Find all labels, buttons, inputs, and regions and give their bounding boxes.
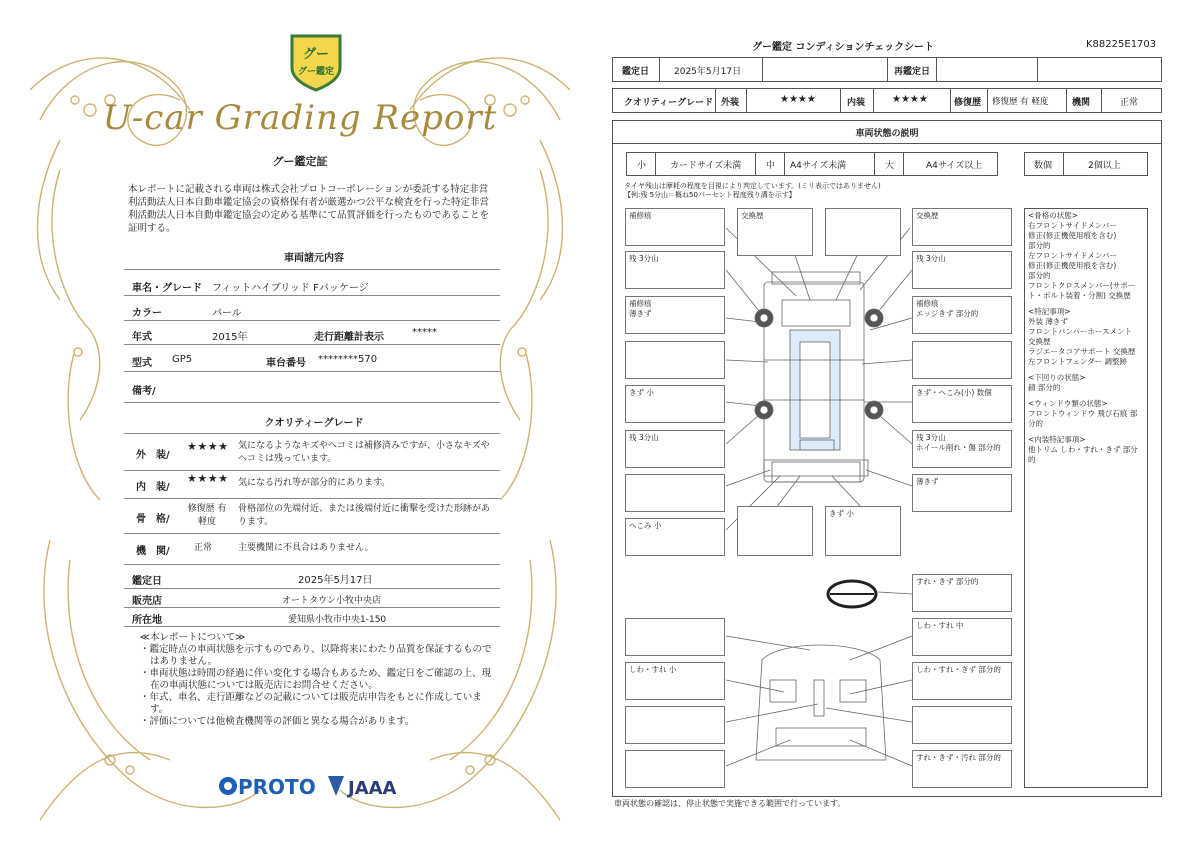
divider <box>124 344 500 345</box>
desc-heading: 車両状態の説明 <box>855 129 919 139</box>
divider <box>124 320 500 321</box>
grade-label: クオリティーグレード <box>624 98 714 108</box>
chassis-label: 車台番号 <box>266 358 306 369</box>
note-line: 左フロントサイドメンバー <box>1028 251 1117 260</box>
interior-label: 内 装/ <box>136 482 170 493</box>
script-title: U-car Grading Report <box>102 98 498 138</box>
remarks-label: 備考/ <box>132 386 156 397</box>
size-count: 数個 <box>1034 161 1053 171</box>
note-line: 他トリム しわ・すれ・きず 部分的 <box>1028 445 1138 464</box>
divider <box>124 470 500 471</box>
damage-box <box>825 208 901 256</box>
condition-check-sheet <box>600 0 1200 848</box>
goo-appraisal-badge <box>286 30 346 92</box>
interior-box: しわ・すれ 小 <box>625 662 725 700</box>
date-value: 2025年5月17日 <box>674 67 742 77</box>
frame-desc: 骨格部位の先端付近、または後端付近に衝撃を受けた形跡があります。 <box>238 504 491 527</box>
note-item: ・車両状態は時間の経過に伴い変化する場合もあるため、鑑定日をご確認の上、現在の車両状態については販売店にお問合せください。 <box>140 668 492 691</box>
appraisal-date-value: 2025年5月17日 <box>298 575 373 586</box>
note-line: フロントクロスメンバー(サポート・ボルト装着・分割) 交換歴 <box>1028 281 1136 300</box>
note-line: 右フロントサイドメンバー <box>1028 221 1117 230</box>
tire-example: 【例:残 5分山＝概ね50パーセント程度残り溝を示す】 <box>624 191 796 199</box>
address-value: 愛知県小牧市中央1-150 <box>288 615 387 625</box>
int-stars: ★★★★ <box>892 94 928 105</box>
note-line: 交換歴 <box>1028 337 1051 346</box>
interior-box <box>625 750 725 788</box>
damage-box: 補修痕 薄きず <box>625 296 725 334</box>
certificate-intro: 本レポートに記載される車両は株式会社プロトコーポレーションが委託する特定非営利活動法人日本自動車鑑定協会の資格保有者が厳選かつ公平な検査を行った特定非営利活動法人日本自動車鑑定協会の定める基準にて品質評価を行ったものであることを証明する。 <box>128 184 490 234</box>
interior-box: すれ・きず 部分的 <box>912 574 1012 612</box>
note-line: 部分的 <box>1028 271 1051 280</box>
interior-box: しわ・すれ・きず 部分的 <box>912 662 1012 700</box>
exterior-stars: ★★★★ <box>187 440 229 453</box>
appraisal-date-label: 鑑定日 <box>132 576 162 587</box>
note-line: <下回りの状態> <box>1028 373 1086 382</box>
model-value: GP5 <box>172 354 193 365</box>
interior-box <box>912 706 1012 744</box>
note-line: 修正(修正機使用痕を含む) <box>1028 231 1117 240</box>
frame-label: 骨 格/ <box>136 514 170 525</box>
note-line: フロントバンパーホースメント <box>1028 327 1132 336</box>
size-medium-desc: A4サイズ未満 <box>790 161 847 171</box>
svg-text:グー: グー <box>302 47 330 62</box>
note-line: <ウィンドウ類の状態> <box>1028 399 1108 408</box>
note-line: <特記事項> <box>1028 307 1071 316</box>
divider <box>124 371 500 372</box>
exterior-desc: 気になるようなキズやヘコミは補修済みですが、小さなキズやヘコミは残っています。 <box>238 441 490 464</box>
damage-box: 薄きず <box>912 474 1012 512</box>
interior-box <box>625 618 725 656</box>
car-name-label: 車名・グレード <box>132 283 202 294</box>
dealer-value: オートタウン小牧中央店 <box>282 596 382 606</box>
size-small: 小 <box>637 161 647 171</box>
ext-stars: ★★★★ <box>780 94 816 105</box>
divider <box>124 564 500 565</box>
year-label: 年式 <box>132 332 152 343</box>
notes-title: ≪本レポートについて≫ <box>140 632 246 643</box>
divider <box>124 498 500 499</box>
interior-box <box>625 706 725 744</box>
note-item: ・評価については他検査機関等の評価と異なる場合があります。 <box>140 716 415 727</box>
engine-label: 機関 <box>1072 98 1091 108</box>
note-item: ・鑑定時点の車両状態を示すものであり、以降将来にわたり品質を保証するものではありません。 <box>140 644 492 667</box>
note-line: 部分的 <box>1028 241 1051 250</box>
svg-text:グー鑑定: グー鑑定 <box>297 67 335 77</box>
date-label: 鑑定日 <box>622 67 650 77</box>
sheet-title: グー鑑定 コンディションチェックシート <box>752 42 935 53</box>
exterior-label: 外 装/ <box>136 450 170 461</box>
damage-box: きず 小 <box>825 506 901 556</box>
size-medium: 中 <box>766 161 776 171</box>
color-label: カラー <box>132 308 162 319</box>
damage-box: 残 3分山 <box>912 251 1012 289</box>
interior-box: すれ・きず・汚れ 部分的 <box>912 750 1012 788</box>
condition-notes <box>1024 208 1148 788</box>
damage-box: 残 3分山 <box>625 251 725 289</box>
note-line: <骨格の状態> <box>1028 211 1079 220</box>
divider <box>124 433 500 434</box>
damage-box <box>912 341 1012 379</box>
engine-label: 機 関/ <box>136 546 170 557</box>
note-line: <内装特記事項> <box>1028 435 1086 444</box>
divider <box>124 533 500 534</box>
damage-box: 交換歴 <box>737 208 813 256</box>
note-line: フロントウィンドウ 飛び石痕 部分的 <box>1028 409 1138 428</box>
damage-box: きず 小 <box>625 385 725 423</box>
note-line: 左フロントフェンダー 調整跡 <box>1028 357 1127 366</box>
size-count-desc: 2個以上 <box>1088 161 1121 171</box>
damage-box: きず・へこみ(小) 数個 <box>912 385 1012 423</box>
chassis-value: ********570 <box>318 354 378 365</box>
divider <box>124 588 500 589</box>
damage-box <box>625 341 725 379</box>
note-item: ・年式、車名、走行距離などの記載については販売店申告をもとに作成しています。 <box>140 692 482 715</box>
repair-label: 修復歴 <box>954 98 982 108</box>
color-value: パール <box>212 308 242 319</box>
address-label: 所在地 <box>132 615 162 626</box>
size-small-desc: カードサイズ未満 <box>670 161 742 171</box>
damage-box: 補修痕 エッジきず 部分的 <box>912 296 1012 334</box>
report-notes <box>140 632 500 728</box>
engine-desc: 主要機関に不具合はありません。 <box>238 543 374 553</box>
frame-value: 修復歴 有 軽度 <box>187 504 227 527</box>
engine-value: 正常 <box>194 543 213 553</box>
damage-box: 残 3分山 ホイール削れ・傷 部分的 <box>912 430 1012 468</box>
repair-value: 修復歴 有 軽度 <box>992 97 1049 107</box>
ext-label: 外装 <box>721 98 740 108</box>
damage-box: 補修痕 <box>625 208 725 246</box>
proto-logo: PROTO <box>238 775 316 799</box>
mileage-value: ***** <box>412 327 437 338</box>
damage-box <box>737 506 813 556</box>
divider <box>124 295 500 296</box>
car-name-value: フィットハイブリッド Fパッケージ <box>212 283 369 294</box>
reappraisal-label: 再鑑定日 <box>894 67 931 77</box>
interior-box: しわ・すれ 中 <box>912 618 1012 656</box>
damage-box: 交換歴 <box>912 208 1012 246</box>
model-label: 型式 <box>132 358 152 369</box>
damage-box: へこみ 小 <box>625 518 725 556</box>
quality-heading: クオリティーグレード <box>264 418 364 429</box>
dealer-label: 販売店 <box>132 596 162 607</box>
interior-stars: ★★★★ <box>187 472 229 485</box>
note-line: ラジエータコアサポート 交換歴 <box>1028 347 1136 356</box>
divider <box>124 269 500 270</box>
jaaa-logo: JAAA <box>348 778 397 799</box>
engine-value: 正常 <box>1120 98 1139 108</box>
specs-heading: 車両諸元内容 <box>284 253 344 264</box>
int-label: 内装 <box>847 98 866 108</box>
damage-box: 残 3分山 <box>625 430 725 468</box>
footer-logos <box>216 772 416 804</box>
note-line: 錆 部分的 <box>1028 383 1061 392</box>
mileage-label: 走行距離計表示 <box>314 332 384 343</box>
tire-note: タイヤ残山は摩耗の程度を目視により判定しています。(ミリ表示ではありません) <box>624 182 881 190</box>
divider <box>124 402 500 403</box>
year-value: 2015年 <box>212 332 248 343</box>
note-line: 外装 薄きず <box>1028 317 1068 326</box>
size-large: 大 <box>885 161 895 171</box>
note-line: 修正(修正機使用痕を含む) <box>1028 261 1117 270</box>
document-id: K88225E1703 <box>1086 39 1157 50</box>
sheet-footer: 車両状態の確認は、停止状態で実施できる範囲で行っています。 <box>614 799 846 808</box>
damage-box <box>625 474 725 512</box>
size-large-desc: A4サイズ以上 <box>926 161 983 171</box>
divider <box>124 626 500 627</box>
interior-desc: 気になる汚れ等が部分的にあります。 <box>238 478 391 488</box>
certificate-title: グー鑑定証 <box>272 155 328 168</box>
divider <box>124 607 500 608</box>
